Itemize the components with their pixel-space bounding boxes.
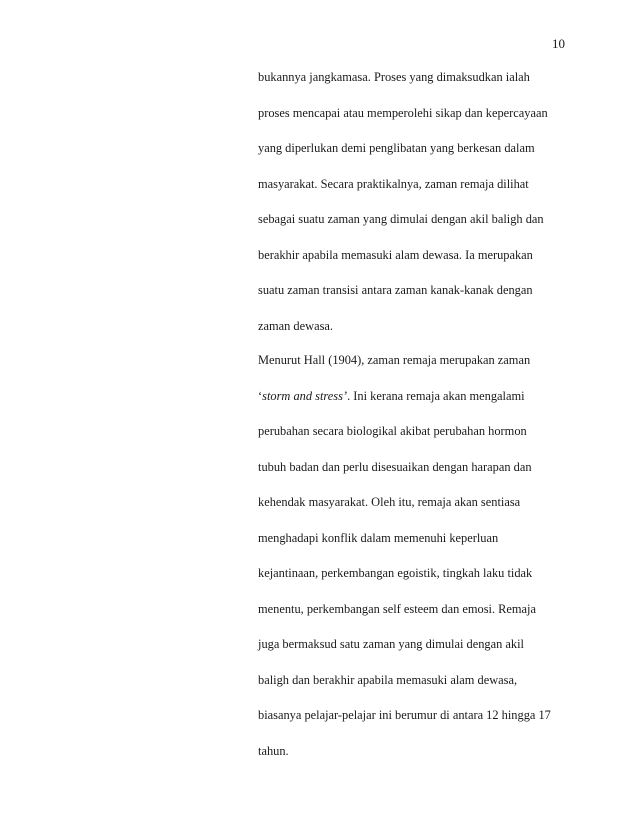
paragraph-2 xyxy=(258,353,565,779)
text-line: menentu, perkembangan self esteem dan emosi. Remaja xyxy=(258,601,537,616)
text-line: juga bermaksud satu zaman yang dimulai dengan akil xyxy=(258,637,524,651)
text-line: sebagai suatu zaman yang dimulai dengan akil baligh dan xyxy=(258,212,544,226)
text-line: tahun. xyxy=(258,743,289,758)
text-line: masyarakat. Secara praktikalnya, zaman remaja dilihat xyxy=(258,176,529,191)
text-line: proses mencapai atau memperolehi sikap dan kepercayaan xyxy=(258,105,548,120)
text-line: kejantinaan, perkembangan egoistik, tingkah laku tidak xyxy=(258,566,533,580)
page-number: 10 xyxy=(552,36,565,51)
text-line: tubuh badan dan perlu disesuaikan dengan harapan dan xyxy=(258,459,532,474)
text-line: baligh dan berakhir apabila memasuki alam dewasa, xyxy=(258,672,518,687)
paragraph-1 xyxy=(258,70,565,354)
text-line: perubahan secara biologikal akibat perubahan hormon xyxy=(258,424,527,438)
text-line: suatu zaman transisi antara zaman kanak-kanak dengan xyxy=(258,283,533,297)
text-line: Menurut Hall (1904), zaman remaja merupakan zaman xyxy=(258,353,531,367)
text-line-quoted xyxy=(258,389,565,425)
text-line: menghadapi konflik dalam memenuhi keperluan xyxy=(258,530,499,545)
text-line: biasanya pelajar-pelajar ini berumur di antara 12 hingga 17 xyxy=(258,708,551,722)
text-line: zaman dewasa. xyxy=(258,318,333,333)
text-line: kehendak masyarakat. Oleh itu, remaja akan sentiasa xyxy=(258,495,521,509)
italic-term: storm and stress’ xyxy=(262,388,348,403)
open-quote: ‘ xyxy=(258,388,263,403)
text-line: bukannya jangkamasa. Proses yang dimaksudkan ialah xyxy=(258,70,530,84)
text-line: berakhir apabila memasuki alam dewasa. Ia merupakan xyxy=(258,247,533,262)
text-line: yang diperlukan demi penglibatan yang berkesan dalam xyxy=(258,141,535,155)
text-line-rest: . Ini kerana remaja akan mengalami xyxy=(347,388,525,403)
